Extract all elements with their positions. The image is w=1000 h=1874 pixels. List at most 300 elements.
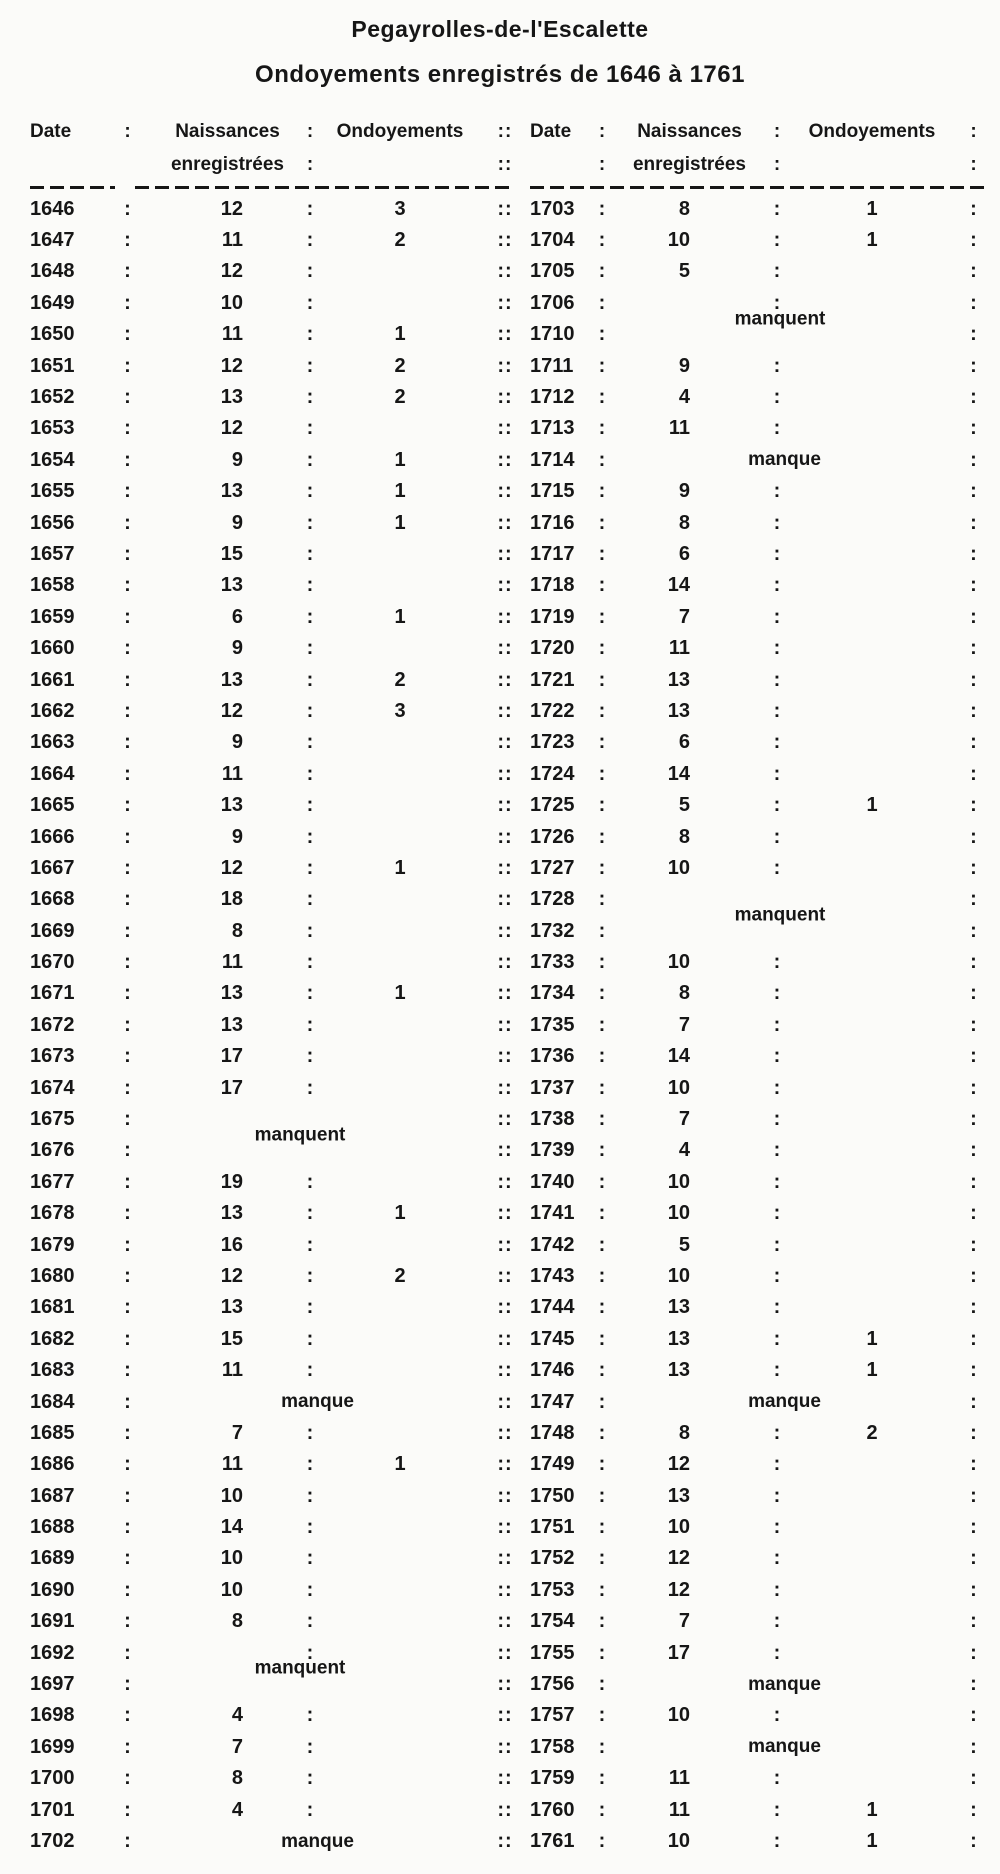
naissances-cell: 19 (220, 1170, 243, 1193)
table-separator: :: (497, 1076, 513, 1099)
colon: : (124, 574, 131, 597)
year-cell: 1672 (30, 1013, 75, 1036)
colon: : (970, 1139, 977, 1162)
naissances-cell: 12 (220, 417, 243, 440)
colon: : (773, 542, 781, 565)
year-cell: 1687 (30, 1484, 75, 1507)
table-separator: :: (497, 542, 513, 565)
colon: : (306, 1076, 314, 1099)
colon: : (124, 1013, 131, 1036)
colon: : (970, 1641, 977, 1664)
year-cell: 1743 (530, 1264, 575, 1287)
colon: : (598, 1704, 606, 1727)
header-date-left: Date (30, 121, 72, 142)
colon: : (970, 1359, 977, 1382)
rule-segment (30, 186, 115, 189)
header-naissances-left: Naissances (175, 121, 280, 142)
year-cell: 1713 (530, 417, 575, 440)
table-separator: :: (497, 951, 513, 974)
naissances-cell: 13 (220, 1202, 243, 1225)
colon: : (124, 1359, 131, 1382)
year-cell: 1668 (30, 888, 75, 911)
rule-segment (135, 186, 510, 189)
table-separator: :: (497, 1296, 513, 1319)
table-row (0, 1480, 1000, 1511)
colon: : (970, 1735, 977, 1758)
colon: : (124, 542, 131, 565)
table-separator: :: (497, 1610, 513, 1633)
naissances-cell: 13 (220, 574, 243, 597)
naissances-cell: 4 (678, 1139, 690, 1162)
table-separator: :: (497, 354, 513, 377)
year-cell: 1646 (30, 197, 75, 220)
colon: : (598, 542, 606, 565)
naissances-cell: 12 (667, 1547, 690, 1570)
table-row (0, 1606, 1000, 1637)
naissances-cell: 9 (678, 354, 690, 377)
year-cell: 1710 (530, 323, 575, 346)
table-separator: :: (497, 1673, 513, 1696)
table-separator: :: (497, 825, 513, 848)
colon: : (598, 480, 606, 503)
naissances-cell: 10 (667, 951, 690, 974)
year-cell: 1751 (530, 1516, 575, 1539)
colon: : (598, 731, 606, 754)
year-cell: 1689 (30, 1547, 75, 1570)
naissances-cell: 10 (667, 1264, 690, 1287)
colon: : (598, 197, 606, 220)
naissances-cell: 10 (667, 1170, 690, 1193)
colon: : (970, 511, 977, 534)
colon: : (124, 260, 131, 283)
year-cell: 1726 (530, 825, 575, 848)
year-cell: 1661 (30, 668, 75, 691)
colon: : (306, 1359, 314, 1382)
table-separator: :: (497, 1202, 513, 1225)
table-separator: :: (497, 699, 513, 722)
table-row (0, 1700, 1000, 1731)
naissances-cell: 8 (231, 1610, 243, 1633)
naissances-cell: 10 (220, 1547, 243, 1570)
naissances-cell: 7 (678, 1108, 690, 1131)
colon: : (124, 1421, 131, 1444)
colon: : (598, 1233, 606, 1256)
table-separator: :: (497, 637, 513, 660)
table-row (0, 727, 1000, 758)
naissances-cell: 9 (678, 480, 690, 503)
table-separator: :: (497, 1233, 513, 1256)
colon: : (970, 825, 977, 848)
year-cell: 1752 (530, 1547, 575, 1570)
table-separator: :: (497, 291, 513, 314)
colon: : (598, 511, 606, 534)
year-cell: 1720 (530, 637, 575, 660)
table-row (0, 1449, 1000, 1480)
year-cell: 1725 (530, 794, 575, 817)
colon: : (970, 731, 977, 754)
year-cell: 1703 (530, 197, 575, 220)
colon: : (306, 1610, 314, 1633)
year-cell: 1657 (30, 542, 75, 565)
year-cell: 1717 (530, 542, 575, 565)
naissances-cell: 10 (220, 291, 243, 314)
header-date-right: Date (530, 121, 572, 142)
colon: : (124, 1735, 131, 1758)
colon: : (970, 121, 977, 142)
colon: : (970, 605, 977, 628)
colon: : (124, 1076, 131, 1099)
colon: : (598, 574, 606, 597)
colon: : (598, 919, 606, 942)
table-separator: :: (497, 480, 513, 503)
naissances-cell: 10 (667, 1516, 690, 1539)
naissances-cell: 8 (231, 919, 243, 942)
colon: : (970, 762, 977, 785)
colon: : (773, 417, 781, 440)
colon: : (306, 417, 314, 440)
table-header-row-2 (0, 148, 1000, 181)
table-row (0, 538, 1000, 569)
colon: : (773, 1296, 781, 1319)
year-cell: 1718 (530, 574, 575, 597)
colon: : (598, 825, 606, 848)
colon: : (124, 605, 131, 628)
colon: : (970, 1045, 977, 1068)
colon: : (306, 1013, 314, 1036)
colon: : (970, 794, 977, 817)
year-cell: 1663 (30, 731, 75, 754)
colon: : (970, 1578, 977, 1601)
table-row (0, 946, 1000, 977)
naissances-cell: 8 (678, 1421, 690, 1444)
rule-segment (530, 186, 984, 189)
colon: : (124, 1767, 131, 1790)
colon: : (598, 1421, 606, 1444)
colon: : (970, 1704, 977, 1727)
naissances-cell: 10 (667, 1076, 690, 1099)
table-row (0, 1229, 1000, 1260)
table-row (0, 1354, 1000, 1385)
year-cell: 1653 (30, 417, 75, 440)
year-cell: 1754 (530, 1610, 575, 1633)
colon: : (306, 1421, 314, 1444)
colon: : (124, 1641, 131, 1664)
naissances-cell: 12 (667, 1453, 690, 1476)
colon: : (598, 1264, 606, 1287)
ondoyements-cell: 1 (394, 982, 406, 1005)
colon: : (124, 1547, 131, 1570)
colon: : (124, 1139, 131, 1162)
naissances-cell: 11 (668, 417, 690, 440)
table-row (0, 444, 1000, 475)
table-separator: :: (497, 1516, 513, 1539)
colon: : (124, 825, 131, 848)
colon: : (970, 1830, 977, 1852)
year-cell: 1697 (30, 1673, 75, 1696)
table-separator: :: (497, 1484, 513, 1507)
colon: : (306, 1735, 314, 1758)
year-cell: 1749 (530, 1453, 575, 1476)
table-separator: :: (497, 1547, 513, 1570)
colon: : (970, 1421, 977, 1444)
table-separator: :: (497, 1704, 513, 1727)
colon: : (306, 386, 314, 409)
year-cell: 1658 (30, 574, 75, 597)
table-separator: :: (497, 1421, 513, 1444)
naissances-cell: 11 (221, 1453, 243, 1476)
naissances-cell: 10 (667, 856, 690, 879)
colon: : (124, 1673, 131, 1696)
header-enregistrees-left: enregistrées (170, 154, 284, 175)
ondoyements-cell: 1 (394, 480, 406, 503)
table-row (0, 1731, 1000, 1762)
colon: : (970, 1453, 977, 1476)
table-separator: :: (497, 1578, 513, 1601)
year-cell: 1722 (530, 699, 575, 722)
colon: : (306, 982, 314, 1005)
table-row (0, 1417, 1000, 1448)
colon: : (598, 354, 606, 377)
colon: : (773, 1170, 781, 1193)
header-ondoyements-left: Ondoyements (336, 121, 464, 142)
colon: : (124, 1296, 131, 1319)
colon: : (124, 1453, 131, 1476)
table-row (0, 632, 1000, 663)
year-cell: 1735 (530, 1013, 575, 1036)
header-ondoyements-right: Ondoyements (808, 121, 936, 142)
naissances-cell: 12 (220, 260, 243, 283)
colon: : (970, 1798, 977, 1821)
colon: : (970, 480, 977, 503)
year-cell: 1699 (30, 1735, 75, 1758)
naissances-cell: 6 (678, 542, 690, 565)
colon: : (306, 1296, 314, 1319)
naissances-cell: 12 (667, 1578, 690, 1601)
year-cell: 1651 (30, 354, 75, 377)
year-cell: 1682 (30, 1327, 75, 1350)
colon: : (598, 1547, 606, 1570)
ondoyements-cell: 1 (866, 1359, 878, 1382)
naissances-cell: 13 (667, 1359, 690, 1382)
table-separator: :: (497, 323, 513, 346)
naissances-cell: 10 (667, 1704, 690, 1727)
colon: : (598, 417, 606, 440)
colon: : (773, 1233, 781, 1256)
naissances-cell: 14 (667, 1045, 690, 1068)
colon: : (124, 1327, 131, 1350)
table-separator: :: (497, 919, 513, 942)
year-cell: 1727 (530, 856, 575, 879)
colon: : (598, 1484, 606, 1507)
colon: : (970, 1673, 977, 1696)
table-row (0, 1386, 1000, 1417)
table-separator: :: (497, 1735, 513, 1758)
table-separator: :: (497, 197, 513, 220)
colon: : (773, 1359, 781, 1382)
missing-note: manquent (254, 1657, 346, 1679)
colon: : (124, 1516, 131, 1539)
year-cell: 1741 (530, 1202, 575, 1225)
colon: : (598, 794, 606, 817)
colon: : (124, 1108, 131, 1131)
year-cell: 1742 (530, 1233, 575, 1256)
colon: : (306, 794, 314, 817)
colon: : (124, 762, 131, 785)
colon: : (773, 856, 781, 879)
table-row (0, 256, 1000, 287)
naissances-cell: 13 (220, 1013, 243, 1036)
colon: : (598, 1610, 606, 1633)
colon: : (306, 1641, 314, 1664)
colon: : (306, 1170, 314, 1193)
year-cell: 1745 (530, 1327, 575, 1350)
naissances-cell: 11 (221, 951, 243, 974)
colon: : (970, 354, 977, 377)
colon: : (306, 668, 314, 691)
colon: : (124, 1610, 131, 1633)
colon: : (124, 448, 131, 471)
table-separator: :: (497, 1798, 513, 1821)
colon: : (970, 154, 977, 175)
year-cell: 1688 (30, 1516, 75, 1539)
naissances-cell: 4 (678, 386, 690, 409)
colon: : (598, 1578, 606, 1601)
naissances-cell: 11 (668, 1798, 690, 1821)
table-separator: :: (497, 386, 513, 409)
year-cell: 1648 (30, 260, 75, 283)
table-separator: :: (497, 1264, 513, 1287)
year-cell: 1715 (530, 480, 575, 503)
colon: : (598, 1139, 606, 1162)
colon: : (970, 1170, 977, 1193)
colon: : (124, 121, 131, 142)
year-cell: 1683 (30, 1359, 75, 1382)
year-cell: 1679 (30, 1233, 75, 1256)
colon: : (124, 1233, 131, 1256)
colon: : (970, 386, 977, 409)
colon: : (598, 605, 606, 628)
year-cell: 1746 (530, 1359, 575, 1382)
naissances-cell: 11 (668, 1767, 690, 1790)
naissances-cell: 13 (220, 1296, 243, 1319)
colon: : (773, 982, 781, 1005)
colon: : (306, 354, 314, 377)
table-separator: :: (497, 794, 513, 817)
naissances-cell: 13 (220, 480, 243, 503)
table-row (0, 1041, 1000, 1072)
naissances-cell: 7 (678, 1013, 690, 1036)
colon: : (124, 1830, 131, 1852)
year-cell: 1728 (530, 888, 575, 911)
table-row (0, 287, 1000, 330)
colon: : (306, 951, 314, 974)
missing-note: manquent (254, 1124, 346, 1146)
colon: : (598, 1108, 606, 1131)
colon: : (598, 1516, 606, 1539)
table-row (0, 1292, 1000, 1323)
naissances-cell: 8 (231, 1767, 243, 1790)
colon: : (124, 291, 131, 314)
table-row (0, 1260, 1000, 1291)
year-cell: 1684 (30, 1390, 75, 1413)
year-cell: 1671 (30, 982, 75, 1005)
table-separator: :: (497, 1641, 513, 1664)
colon: : (598, 762, 606, 785)
page-subtitle: Ondoyements enregistrés de 1646 à 1761 (255, 61, 745, 88)
year-cell: 1734 (530, 982, 575, 1005)
naissances-cell: 13 (667, 699, 690, 722)
colon: : (124, 951, 131, 974)
naissances-cell: 7 (231, 1735, 243, 1758)
ondoyements-cell: 1 (866, 1327, 878, 1350)
naissances-cell: 17 (220, 1076, 243, 1099)
naissances-cell: 13 (667, 1296, 690, 1319)
naissances-cell: 10 (220, 1578, 243, 1601)
table-separator: :: (497, 260, 513, 283)
naissances-cell: 14 (220, 1516, 243, 1539)
table-separator: :: (497, 1453, 513, 1476)
table-separator: :: (497, 121, 513, 142)
year-cell: 1662 (30, 699, 75, 722)
year-cell: 1740 (530, 1170, 575, 1193)
colon: : (598, 856, 606, 879)
colon: : (970, 637, 977, 660)
colon: : (306, 1233, 314, 1256)
colon: : (306, 574, 314, 597)
colon: : (773, 825, 781, 848)
colon: : (306, 480, 314, 503)
year-cell: 1647 (30, 229, 75, 252)
colon: : (306, 511, 314, 534)
naissances-cell: 9 (231, 448, 243, 471)
colon: : (970, 1264, 977, 1287)
table-separator: :: (497, 154, 513, 175)
table-row (0, 789, 1000, 820)
colon: : (306, 154, 314, 175)
year-cell: 1714 (530, 448, 575, 471)
colon: : (306, 856, 314, 879)
table-row (0, 476, 1000, 507)
naissances-cell: 13 (220, 794, 243, 817)
colon: : (773, 637, 781, 660)
naissances-cell: 18 (220, 888, 243, 911)
naissances-cell: 12 (220, 699, 243, 722)
year-cell: 1723 (530, 731, 575, 754)
year-cell: 1649 (30, 291, 75, 314)
year-cell: 1755 (530, 1641, 575, 1664)
ondoyements-cell: 3 (394, 197, 406, 220)
table-separator: :: (497, 888, 513, 911)
naissances-cell: 12 (220, 354, 243, 377)
colon: : (598, 229, 606, 252)
colon: : (306, 323, 314, 346)
ondoyements-cell: 2 (394, 668, 406, 691)
table-row (0, 350, 1000, 381)
naissances-cell: 13 (220, 386, 243, 409)
colon: : (970, 699, 977, 722)
colon: : (598, 291, 606, 314)
table-row (0, 193, 1000, 224)
year-cell: 1704 (530, 229, 575, 252)
header-enregistrees-right: enregistrées (632, 154, 746, 175)
year-cell: 1654 (30, 448, 75, 471)
colon: : (124, 480, 131, 503)
naissances-cell: 11 (221, 229, 243, 252)
table-header-row-1 (0, 115, 1000, 148)
colon: : (773, 1578, 781, 1601)
missing-note: manque (281, 1830, 354, 1852)
ondoyements-cell: 2 (866, 1421, 878, 1444)
